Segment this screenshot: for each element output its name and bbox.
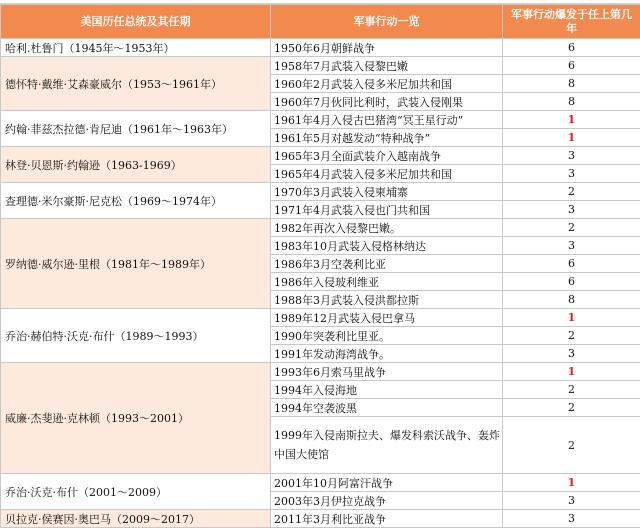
table-row xyxy=(1,474,640,492)
president-cell: 查理德·米尔豪斯·尼克松（1969～1974年） xyxy=(1,183,271,219)
president-cell: 林登·贝恩斯·约翰逊（1963-1969） xyxy=(1,147,271,183)
year-cell: 6 xyxy=(503,255,640,273)
header-year: 军事行动爆发于任上第几年 xyxy=(503,5,640,39)
action-cell: 1965年4月武装入侵多米尼加共和国 xyxy=(271,165,503,183)
header-row xyxy=(1,5,640,39)
header-president: 美国历任总统及其任期 xyxy=(1,5,271,39)
year-cell: 2 xyxy=(503,381,640,399)
year-cell: 2 xyxy=(503,327,640,345)
year-cell: 3 xyxy=(503,165,640,183)
table-row xyxy=(1,363,640,381)
year-cell: 8 xyxy=(503,291,640,309)
table-row xyxy=(1,57,640,75)
action-cell: 2003年3月伊拉克战争 xyxy=(271,492,503,510)
president-cell: 罗纳德·威尔逊·里根（1981年～1989年） xyxy=(1,219,271,309)
action-cell: 1960年2月武装入侵多米尼加共和国 xyxy=(271,75,503,93)
president-cell: 约翰·菲兹杰拉德·肯尼迪（1961年～1963年） xyxy=(1,111,271,147)
year-cell: 3 xyxy=(503,237,640,255)
table-row xyxy=(1,111,640,129)
action-cell: 1993年6月索马里战争 xyxy=(271,363,503,381)
action-cell: 1986年3月空袭利比亚 xyxy=(271,255,503,273)
year-cell: 6 xyxy=(503,39,640,57)
table-row xyxy=(1,39,640,57)
action-cell: 2001年10月阿富汗战争 xyxy=(271,474,503,492)
action-cell: 2011年3月利比亚战争 xyxy=(271,510,503,528)
president-cell: 乔治·赫伯特·沃克·布什（1989～1993） xyxy=(1,309,271,363)
year-cell: 3 xyxy=(503,510,640,528)
president-cell: 哈利.杜鲁门（1945年～1953年） xyxy=(1,39,271,57)
year-cell: 1 xyxy=(503,309,640,327)
action-cell: 1961年5月对越发动“特种战争” xyxy=(271,129,503,147)
year-cell: 2 xyxy=(503,417,640,474)
year-cell: 3 xyxy=(503,147,640,165)
action-cell: 1971年4月武装入侵也门共和国 xyxy=(271,201,503,219)
action-cell: 1991年发动海湾战争。 xyxy=(271,345,503,363)
military-actions-table xyxy=(0,4,640,528)
table-body xyxy=(1,39,640,528)
action-cell: 1970年3月武装入侵柬埔寨 xyxy=(271,183,503,201)
year-cell: 3 xyxy=(503,345,640,363)
action-cell: 1961年4月入侵古巴猪湾“冥王星行动” xyxy=(271,111,503,129)
year-cell: 8 xyxy=(503,93,640,111)
year-cell: 1 xyxy=(503,111,640,129)
table-row xyxy=(1,309,640,327)
action-cell: 1994年空袭波黑 xyxy=(271,399,503,417)
year-cell: 2 xyxy=(503,183,640,201)
action-cell: 1950年6月朝鲜战争 xyxy=(271,39,503,57)
action-cell: 1965年3月全面武装介入越南战争 xyxy=(271,147,503,165)
table-row xyxy=(1,219,640,237)
president-cell: 贝拉克·侯赛因·奥巴马（2009～2017） xyxy=(1,510,271,528)
header-actions: 军事行动一览 xyxy=(271,5,503,39)
year-cell: 2 xyxy=(503,399,640,417)
table-row xyxy=(1,183,640,201)
year-cell: 1 xyxy=(503,363,640,381)
year-cell: 1 xyxy=(503,474,640,492)
action-cell: 1960年7月伙同比利时，武装入侵刚果 xyxy=(271,93,503,111)
president-cell: 德怀特·戴维·艾森豪威尔（1953～1961年） xyxy=(1,57,271,111)
year-cell: 6 xyxy=(503,273,640,291)
year-cell: 8 xyxy=(503,75,640,93)
year-cell: 1 xyxy=(503,129,640,147)
action-cell: 1990年突袭利比里亚。 xyxy=(271,327,503,345)
year-cell: 3 xyxy=(503,492,640,510)
president-cell: 乔治·沃克·布什（2001～2009） xyxy=(1,474,271,510)
action-cell: 1986年入侵玻利维亚 xyxy=(271,273,503,291)
action-cell: 1994年入侵海地 xyxy=(271,381,503,399)
year-cell: 3 xyxy=(503,201,640,219)
year-cell: 6 xyxy=(503,57,640,75)
action-cell: 1988年3月武装入侵洪都拉斯 xyxy=(271,291,503,309)
action-cell: 1989年12月武装入侵巴拿马 xyxy=(271,309,503,327)
year-cell: 2 xyxy=(503,219,640,237)
action-cell: 1982年再次入侵黎巴嫩。 xyxy=(271,219,503,237)
table-row xyxy=(1,510,640,528)
action-cell: 1999年入侵南斯拉夫、爆发科索沃战争、轰炸中国大使馆 xyxy=(271,417,503,474)
president-cell: 威廉·杰斐逊·克林顿（1993～2001） xyxy=(1,363,271,474)
action-cell: 1958年7月武装入侵黎巴嫩 xyxy=(271,57,503,75)
table-row xyxy=(1,147,640,165)
action-cell: 1983年10月武装入侵格林纳达 xyxy=(271,237,503,255)
